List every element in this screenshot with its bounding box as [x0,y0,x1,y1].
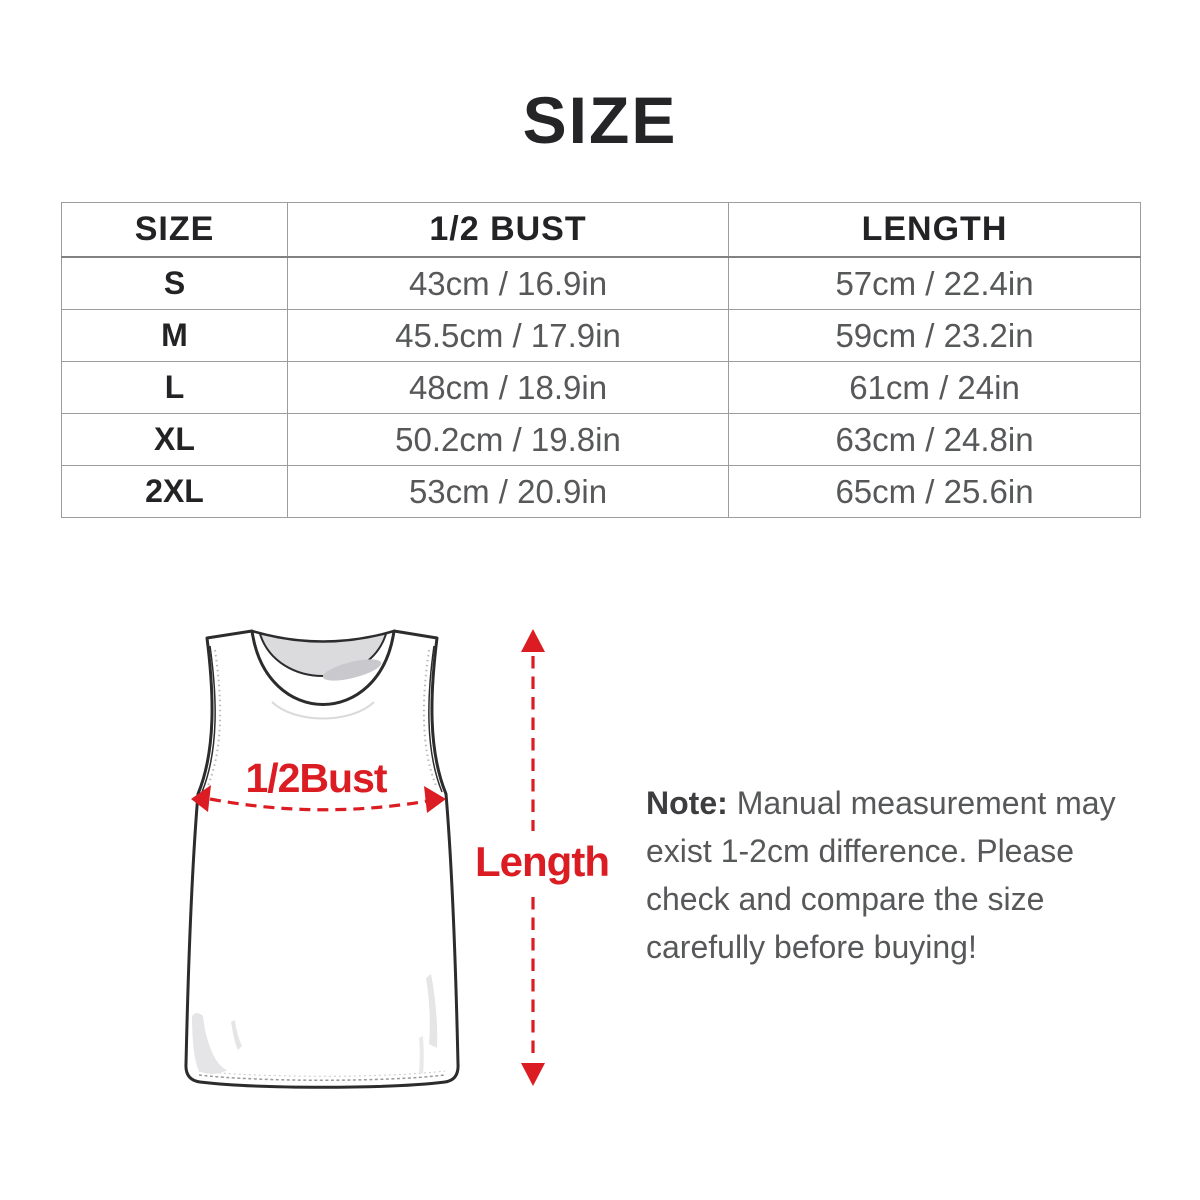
note-label: Note: [646,785,728,821]
length-value: 59cm / 23.2in [729,310,1141,362]
note-line [646,779,1136,827]
note-line: check and compare the size [646,881,1045,917]
length-value: 63cm / 24.8in [729,414,1141,466]
column-header-size: SIZE [62,203,288,258]
tank-body-outline [186,631,458,1087]
measurement-note [646,779,1136,971]
size-value: M [62,310,288,362]
length-measurement [475,629,609,1086]
bust-value: 53cm / 20.9in [288,466,729,518]
bust-value: 45.5cm / 17.9in [288,310,729,362]
length-arrowhead-up [521,629,545,652]
note-text: Manual measurement may [736,785,1116,821]
size-value: S [62,257,288,310]
page-title: SIZE [522,83,678,157]
size-value: 2XL [62,466,288,518]
length-value: 65cm / 25.6in [729,466,1141,518]
length-measure-label: Length [475,838,609,885]
bust-value: 48cm / 18.9in [288,362,729,414]
size-value: L [62,362,288,414]
length-arrowhead-down [521,1063,545,1086]
column-header-length: LENGTH [729,203,1141,258]
bust-value: 50.2cm / 19.8in [288,414,729,466]
note-line: carefully before buying! [646,929,977,965]
bust-measure-label: 1/2Bust [245,755,387,801]
length-value: 57cm / 22.4in [729,257,1141,310]
length-value: 61cm / 24in [729,362,1141,414]
size-value: XL [62,414,288,466]
tank-top-illustration [186,631,458,1087]
column-header-bust: 1/2 BUST [288,203,729,258]
bust-value: 43cm / 16.9in [288,257,729,310]
note-line: exist 1-2cm difference. Please [646,833,1075,869]
